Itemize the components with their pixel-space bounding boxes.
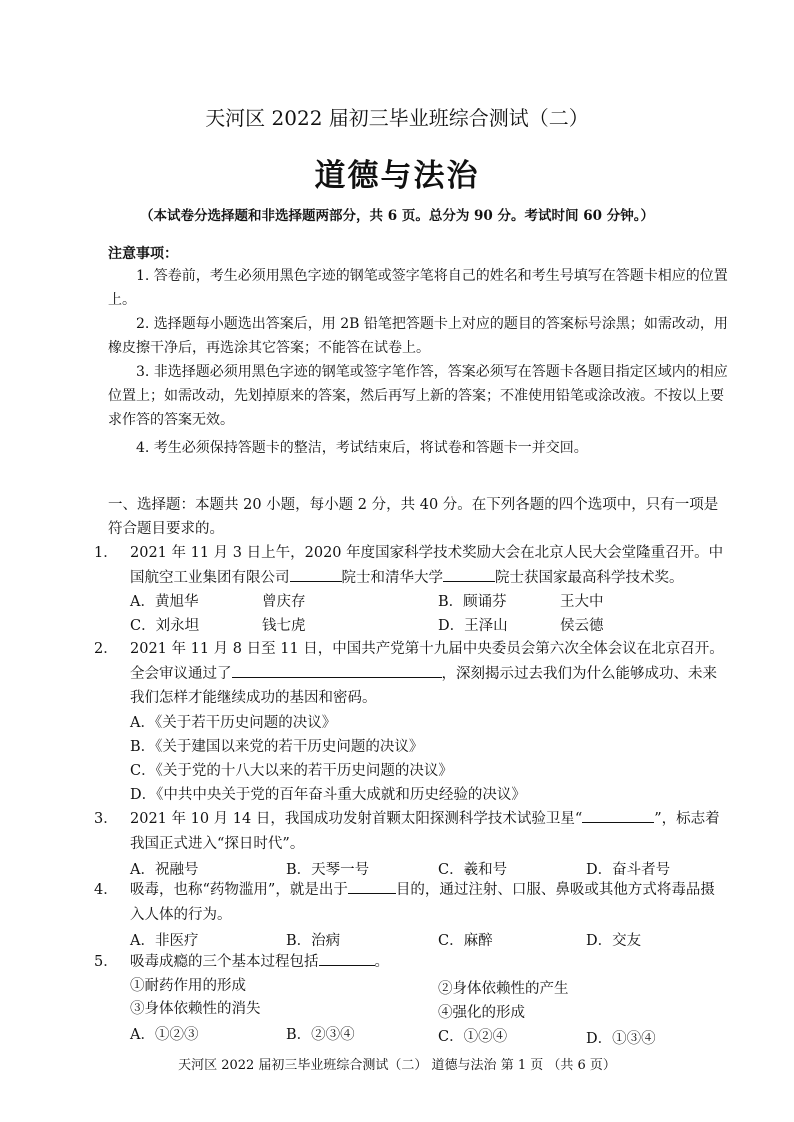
notice-item: 4. 考生必须保持答题卡的整洁，考试结束后，将试卷和答题卡一并交回。 xyxy=(136,440,588,456)
answer-blank xyxy=(443,567,495,582)
option-b: B．《关于建国以来党的若干历史问题的决议》 xyxy=(130,739,424,755)
answer-blank xyxy=(290,567,342,582)
question-3: 3． 2021 年 10 月 14 日，我国成功发射首颗太阳探测科学技术试验卫星“ ”，标志着我国正式进入“探日时代”。 xyxy=(112,807,724,856)
exam-title: 天河区 2022 届初三毕业班综合测试（二） xyxy=(205,106,589,130)
paper-info: （本试卷分选择题和非选择题两部分，共 6 页。总分为 90 分。考试时间 60 分钟。） xyxy=(140,208,654,224)
option-a: A．祝融号 xyxy=(130,862,199,878)
answer-blank xyxy=(348,879,396,894)
option-b: B．天琴一号 xyxy=(286,862,370,878)
answer-blank xyxy=(582,808,654,823)
option-d-second: 侯云德 xyxy=(560,618,604,634)
option-c: C．羲和号 xyxy=(438,862,508,878)
question-4: 4． 吸毒，也称“药物滥用”，就是出于 目的，通过注射、口服、鼻吸或其他方式将毒品摄入人体的行为。 xyxy=(112,878,724,927)
option-c: C．麻醉 xyxy=(438,933,493,949)
section-heading: 一、选择题：本题共 20 小题，每小题 2 分，共 40 分。在下列各题的四个选项中，只有一项是符合题目要求的。 xyxy=(108,497,719,537)
option-d: D．《中共中央关于党的百年奋斗重大成就和历史经验的决议》 xyxy=(130,787,526,803)
question-5: 5． 吸毒成瘾的三个基本过程包括 。 xyxy=(112,950,724,975)
option-a: A．非医疗 xyxy=(130,933,199,949)
option-d: D．交友 xyxy=(586,933,642,949)
statement-item: ②身体依赖性的产生 xyxy=(438,981,569,997)
option-b: B．顾诵芬 xyxy=(438,594,507,610)
option-a-second: 曾庆存 xyxy=(262,594,306,610)
answer-blank xyxy=(319,951,375,966)
question-number: 3． xyxy=(94,811,118,827)
option-a: A．黄旭华 xyxy=(130,594,199,610)
option-b: B．治病 xyxy=(286,933,341,949)
answer-blank xyxy=(232,663,442,678)
question-number: 2． xyxy=(94,641,118,657)
question-number: 1． xyxy=(94,545,118,561)
option-b-second: 王大中 xyxy=(560,594,604,610)
option-d: D．奋斗者号 xyxy=(586,862,671,878)
subject-title: 道德与法治 xyxy=(314,158,480,194)
option-a: A．①②③ xyxy=(130,1027,199,1043)
option-b: B．②③④ xyxy=(286,1027,355,1043)
page-footer: 天河区 2022 届初三毕业班综合测试（二） 道德与法治 第 1 页 （共 6 页） xyxy=(178,1058,616,1073)
notice-item: 3. 非选择题必须用黑色字迹的钢笔或签字笔作答，答案必须写在答题卡各题目指定区域内的相应位置上；如需改动，先划掉原来的答案，然后再写上新的答案；不准使用铅笔或涂改液。不按以上要求作答的答案无效。 xyxy=(108,364,728,428)
notice-heading: 注意事项： xyxy=(108,246,178,262)
question-number: 5． xyxy=(94,954,118,970)
option-c: C．刘永坦 xyxy=(130,618,200,634)
option-c-second: 钱七虎 xyxy=(262,618,306,634)
option-d: D．①③④ xyxy=(586,1031,656,1047)
statement-item: ①耐药作用的形成 xyxy=(130,978,246,994)
option-c: C．①②④ xyxy=(438,1029,508,1045)
statement-item: ④强化的形成 xyxy=(438,1005,525,1021)
notice-item: 1. 答卷前，考生必须用黑色字迹的钢笔或签字笔将自己的姓名和考生号填写在答题卡相应的位置上。 xyxy=(108,268,728,308)
option-d: D．王泽山 xyxy=(438,618,508,634)
option-c: C．《关于党的十八大以来的若干历史问题的决议》 xyxy=(130,763,453,779)
question-2: 2． 2021 年 11 月 8 日至 11 日，中国共产党第十九届中央委员会第六次全体会议在北京召开。全会审议通过了 ，深刻揭示过去我们为什么能够成功、未来我们怎样才能继续成功的基因和密码。 xyxy=(112,637,724,711)
question-number: 4． xyxy=(94,882,118,898)
statement-item: ③身体依赖性的消失 xyxy=(130,1001,261,1017)
question-1: 1． 2021 年 11 月 3 日上午，2020 年度国家科学技术奖励大会在北京人民大会堂隆重召开。中国航空工业集团有限公司 院士和清华大学 院士获国家最高科学技术奖。 xyxy=(112,541,724,590)
notice-item: 2. 选择题每小题选出答案后，用 2B 铅笔把答题卡上对应的题目的答案标号涂黑；如需改动，用橡皮擦干净后，再选涂其它答案；不能答在试卷上。 xyxy=(108,316,728,356)
option-a: A．《关于若干历史问题的决议》 xyxy=(130,715,337,731)
